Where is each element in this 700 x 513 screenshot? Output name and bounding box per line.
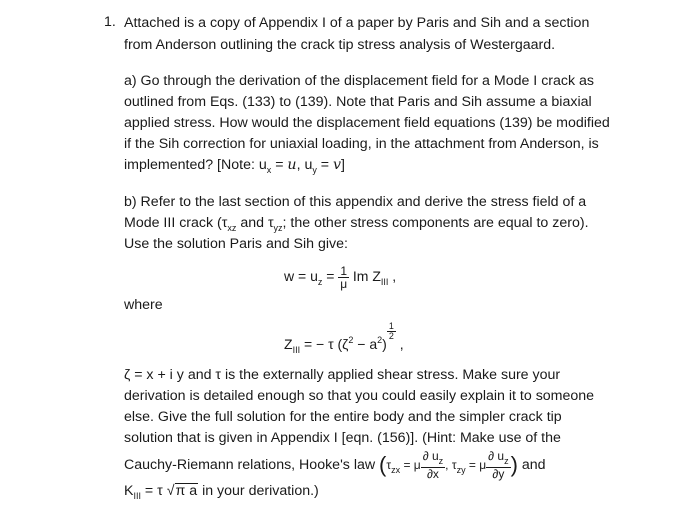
note-uy-subscript: y <box>312 165 317 175</box>
tau-zx-subscript: zx <box>391 464 401 475</box>
tail-line-2: derivation is detailed enough so that you could easily explain it to someone <box>124 388 595 404</box>
note-uy-value: v <box>333 157 342 173</box>
derivative-x-numerator-subscript: z <box>438 456 444 466</box>
eq1-im-subscript: III <box>380 277 389 288</box>
note-ux-symbol: u <box>258 157 267 173</box>
derivative-x-numerator-text: ∂ u <box>422 449 439 463</box>
eq1-tail: , <box>388 268 397 285</box>
tail-line-6 <box>124 482 319 505</box>
part-a-line-2: outlined from Eqs. (133) to (139). Note that Paris and Sih assume a biaxial <box>124 94 592 110</box>
tau-zy-subscript: zy <box>456 464 466 475</box>
tau-xz-symbol: τ <box>221 215 228 231</box>
hooke-eq-mu-2: = μ <box>465 457 487 472</box>
derivative-y-numerator <box>486 450 510 468</box>
eq2-minus-a: − a <box>353 336 378 352</box>
tau-zx-symbol: τ <box>386 457 392 472</box>
eq2-lhs: Z <box>284 336 293 352</box>
intro-line-1: Attached is a copy of Appendix I of a paper by Paris and Sih and a section <box>124 15 590 31</box>
part-a-line-3: applied stress. How would the displacement field equations (139) be modified <box>124 115 610 131</box>
eq1-lhs-subscript: z <box>317 277 323 288</box>
eq2-power-denominator: 2 <box>388 331 394 341</box>
where-label: where <box>124 297 163 313</box>
derivative-y-fraction <box>486 450 510 480</box>
k-iii-equals-tau: = τ <box>140 483 167 499</box>
eq1-fraction <box>338 265 349 290</box>
tail-line-5-prefix: Cauchy-Riemann relations, Hooke's law <box>124 456 380 473</box>
tau-zy-symbol: τ <box>451 457 457 472</box>
part-a-line-1: a) Go through the derivation of the displacement field for a Mode I crack as <box>124 73 595 89</box>
derivative-y-numerator-text: ∂ u <box>488 449 505 463</box>
part-a-line-5 <box>124 156 345 179</box>
part-b-line-2 <box>124 214 589 237</box>
tail-line-6-suffix: in your derivation.) <box>198 483 319 499</box>
hooke-open-paren: ( <box>379 451 387 477</box>
derivative-x-numerator <box>421 450 445 468</box>
hooke-close-paren: ) <box>510 451 518 477</box>
part-b-line-1: b) Refer to the last section of this appendix and derive the stress field of a <box>124 194 587 210</box>
tau-xz-subscript: xz <box>227 223 237 233</box>
item-number: 1. <box>104 14 116 30</box>
tail-line-5-suffix: and <box>517 456 546 473</box>
tau-yz-symbol: τ <box>267 215 274 231</box>
derivative-x-fraction <box>421 450 445 480</box>
sqrt-body: π a <box>175 483 198 499</box>
note-ux-equals: = <box>271 157 288 173</box>
eq1-im-term: Im Z <box>349 268 381 285</box>
derivative-y-numerator-subscript: z <box>504 456 509 466</box>
hooke-comma: , <box>445 457 452 472</box>
and-word: and <box>236 215 268 231</box>
equation-w <box>284 265 396 290</box>
tau-yz-subscript: yz <box>273 223 283 233</box>
eq1-equals: = <box>322 268 339 285</box>
tail-line-3: else. Give the full solution for the entire body and the simpler crack tip <box>124 409 562 425</box>
note-ux-value: u <box>287 157 297 173</box>
derivative-y-denominator: ∂y <box>492 467 505 481</box>
note-uy-equals: = <box>316 157 334 173</box>
eq2-power-numerator: 1 <box>388 321 394 331</box>
part-b-line-2-suffix: ; the other stress components are equal to zero). <box>282 215 589 231</box>
hooke-eq-mu-1: = μ <box>400 457 421 472</box>
part-a-line-5-suffix: ] <box>341 157 345 173</box>
eq2-zeta-exponent: 2 <box>348 335 354 345</box>
equation-z <box>284 322 404 355</box>
eq1-fraction-numerator: 1 <box>340 264 348 278</box>
sqrt-symbol: √ <box>166 483 175 499</box>
intro-line-2: from Anderson outlining the crack tip stress analysis of Westergaard. <box>124 37 556 53</box>
eq2-tail: , <box>395 336 404 352</box>
k-iii-subscript: III <box>133 491 141 501</box>
note-uy-symbol: u <box>304 157 313 173</box>
note-separator: , <box>296 157 305 173</box>
eq1-fraction-denominator: μ <box>340 277 348 291</box>
derivative-x-denominator: ∂x <box>426 467 439 481</box>
tail-line-4: solution that is given in Appendix I [eqn. (156)]. (Hint: Make use of the <box>124 430 561 446</box>
tail-line-5 <box>124 450 546 483</box>
tail-line-1: ζ = x + i y and τ is the externally applied shear stress. Make sure your <box>124 367 561 383</box>
part-a-line-5-prefix: implemented? [Note: <box>124 157 259 173</box>
eq2-close-paren: ) <box>382 336 387 352</box>
part-b-line-3: Use the solution Paris and Sih give: <box>124 236 348 252</box>
eq2-power-fraction <box>387 322 396 341</box>
eq2-a-exponent: 2 <box>377 335 383 345</box>
eq1-lhs: w = u <box>284 268 318 285</box>
part-a-line-4: if the Sih correction for uniaxial loading, in the attachment from Anderson, is <box>124 136 599 152</box>
eq2-lhs-subscript: III <box>292 345 301 355</box>
part-b-line-2-prefix: Mode III crack ( <box>124 215 222 231</box>
k-iii-symbol: K <box>124 483 134 499</box>
eq2-equals: = − τ (ζ <box>300 336 349 352</box>
note-ux-subscript: x <box>266 165 272 175</box>
